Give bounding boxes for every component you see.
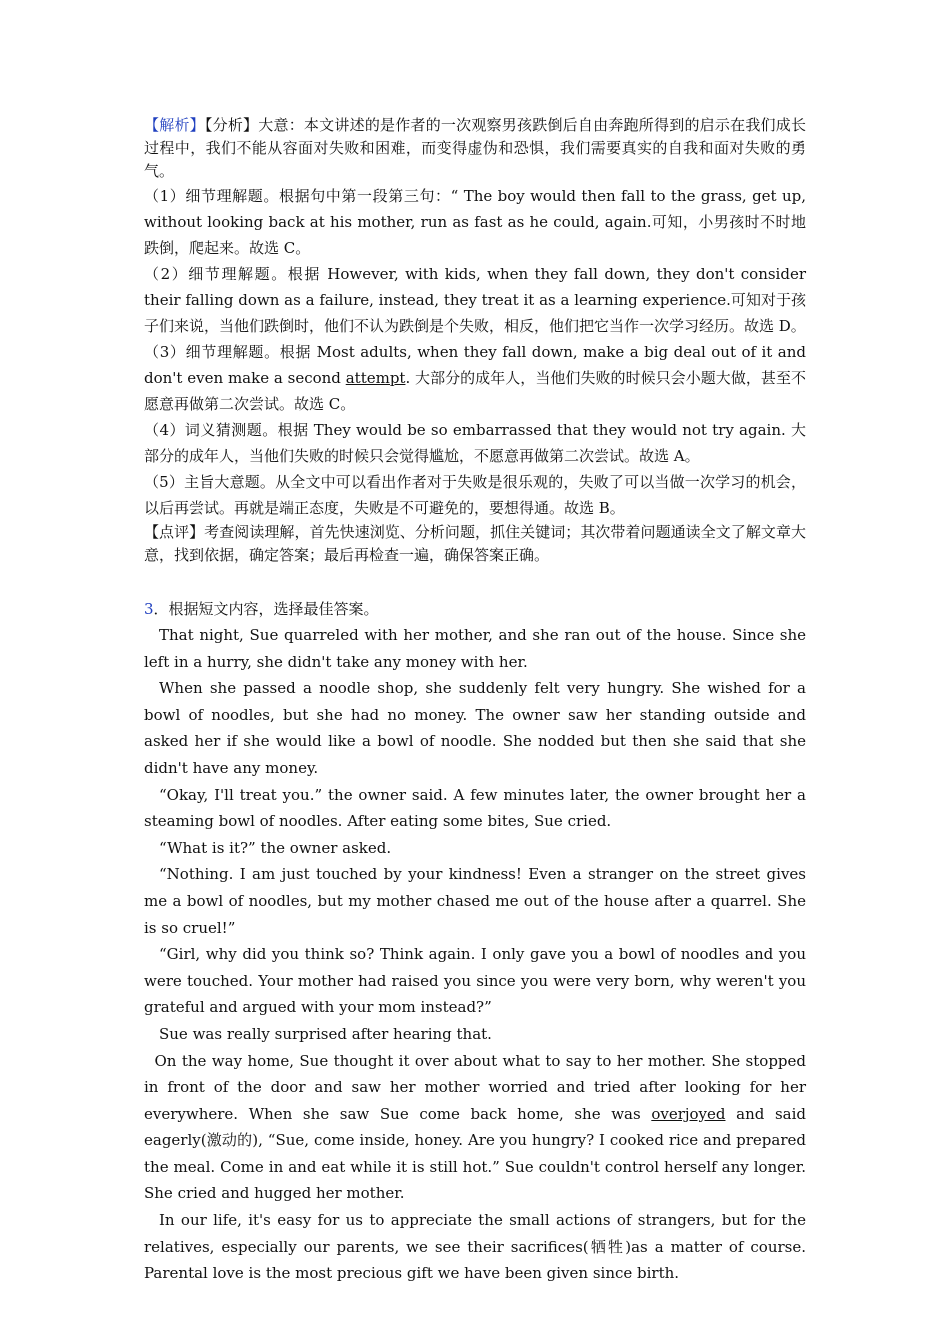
analysis-item-5: （5）主旨大意题。从全文中可以看出作者对于失败是很乐观的，失败了可以当做一次学习的机会，以后再尝试。再就是端正态度，失败是不可避免的，要想得通。故选 B。 bbox=[144, 473, 806, 517]
analysis-comment: 【点评】考查阅读理解，首先快速浏览、分析问题，抓住关键词；其次带着问题通读全文了解文章大意，找到依据，确定答案；最后再检查一遍，确保答案正确。 bbox=[144, 523, 806, 564]
p8-before: On the way home, Sue thought it over about what to say to her mother. She stopped in front of the door and saw her mother worried and tried after looking for her everywhere. When she saw Sue come back home, she was bbox=[144, 1051, 806, 1123]
p8-underlined-word: overjoyed bbox=[651, 1104, 726, 1123]
analysis-section bbox=[144, 114, 806, 567]
passage-paragraph-5: “Nothing. I am just touched by your kindness! Even a stranger on the street gives me a bowl of noodles, but my mother chased me out of the house after a quarrel. She is so cruel!” bbox=[144, 865, 806, 937]
document-page bbox=[144, 114, 806, 1287]
passage-paragraph-9: In our life, it's easy for us to appreciate the small actions of strangers, but for the relatives, especially our parents, we see their sacrifices(牺牲)as a matter of course. Parental love is the most precious gift we have been given since birth. bbox=[144, 1211, 806, 1283]
question-heading bbox=[144, 596, 806, 622]
item3-underlined-word: attempt bbox=[345, 369, 406, 387]
fenxi-text: 【分析】大意：本文讲述的是作者的一次观察男孩跌倒后自由奔跑所得到的启示在我们成长过程中，我们不能从容面对失败和困难，而变得虚伪和恐惧，我们需要真实的自我和面对失败的勇气。 bbox=[144, 116, 806, 180]
passage-paragraph-7: Sue was really surprised after hearing that. bbox=[159, 1024, 492, 1043]
passage-paragraph-6: “Girl, why did you think so? Think again. I only gave you a bowl of noodles and you were touched. Your mother had raised you since you were very born, why weren't you grateful and argued with your mom instead?” bbox=[144, 945, 806, 1017]
analysis-summary bbox=[144, 114, 806, 183]
passage-paragraph-2: When she passed a noodle shop, she suddenly felt very hungry. She wished for a bowl of noodles, but she had no money. The owner saw her standing outside and asked her if she would like a bowl of noodle. She nodded but then she said that she didn't have any money. bbox=[144, 679, 806, 777]
item3-after: . 大部分的成年人，当他们失败的时候只会小题大做，甚至不愿意再做第二次尝试。故选 C。 bbox=[144, 369, 806, 413]
reading-passage bbox=[144, 622, 806, 1287]
passage-paragraph-8 bbox=[144, 1048, 806, 1208]
analysis-item-2: （2）细节理解题。根据 However, with kids, when they fall down, they don't consider their falling down as a failure, instead, they treat it as a learning experience.可知对于孩子们来说，当他们跌倒时，他们不认为跌倒是个失败，相反，他们把它当作一次学习经历。故选 D。 bbox=[144, 265, 806, 335]
passage-paragraph-3: “Okay, I'll treat you.” the owner said. A few minutes later, the owner brought her a steaming bowl of noodles. After eating some bites, Sue cried. bbox=[144, 785, 806, 831]
question-number: 3 bbox=[144, 600, 154, 618]
jiexi-tag: 【解析】 bbox=[144, 116, 205, 134]
passage-paragraph-4: “What is it?” the owner asked. bbox=[159, 838, 392, 857]
analysis-item-1: （1）细节理解题。根据句中第一段第三句：“ The boy would then fall to the grass, get up, without looking back at his mother, run as fast as he could, again.可知，小男孩时不时地跌倒，爬起来。故选 C。 bbox=[144, 187, 806, 257]
question-instruction: ．根据短文内容，选择最佳答案。 bbox=[153, 600, 379, 618]
p8-after: and said eagerly(激动的), “Sue, come inside, honey. Are you hungry? I cooked rice and prepared the meal. Come in and eat while it is still hot.” Sue couldn't control herself any longer. She cried and hugged her mother. bbox=[144, 1104, 806, 1203]
analysis-item-3 bbox=[144, 339, 806, 417]
analysis-item-4: （4）词义猜测题。根据 They would be so embarrassed that they would not try again. 大部分的成年人，当他们失败的时候只会觉得尴尬，不愿意再做第二次尝试。故选 A。 bbox=[144, 421, 806, 465]
item3-before: （3）细节理解题。根据 Most adults, when they fall down, make a big deal out of it and don't even make a second bbox=[144, 343, 806, 387]
passage-paragraph-1: That night, Sue quarreled with her mother, and she ran out of the house. Since she left in a hurry, she didn't take any money with her. bbox=[144, 626, 806, 671]
